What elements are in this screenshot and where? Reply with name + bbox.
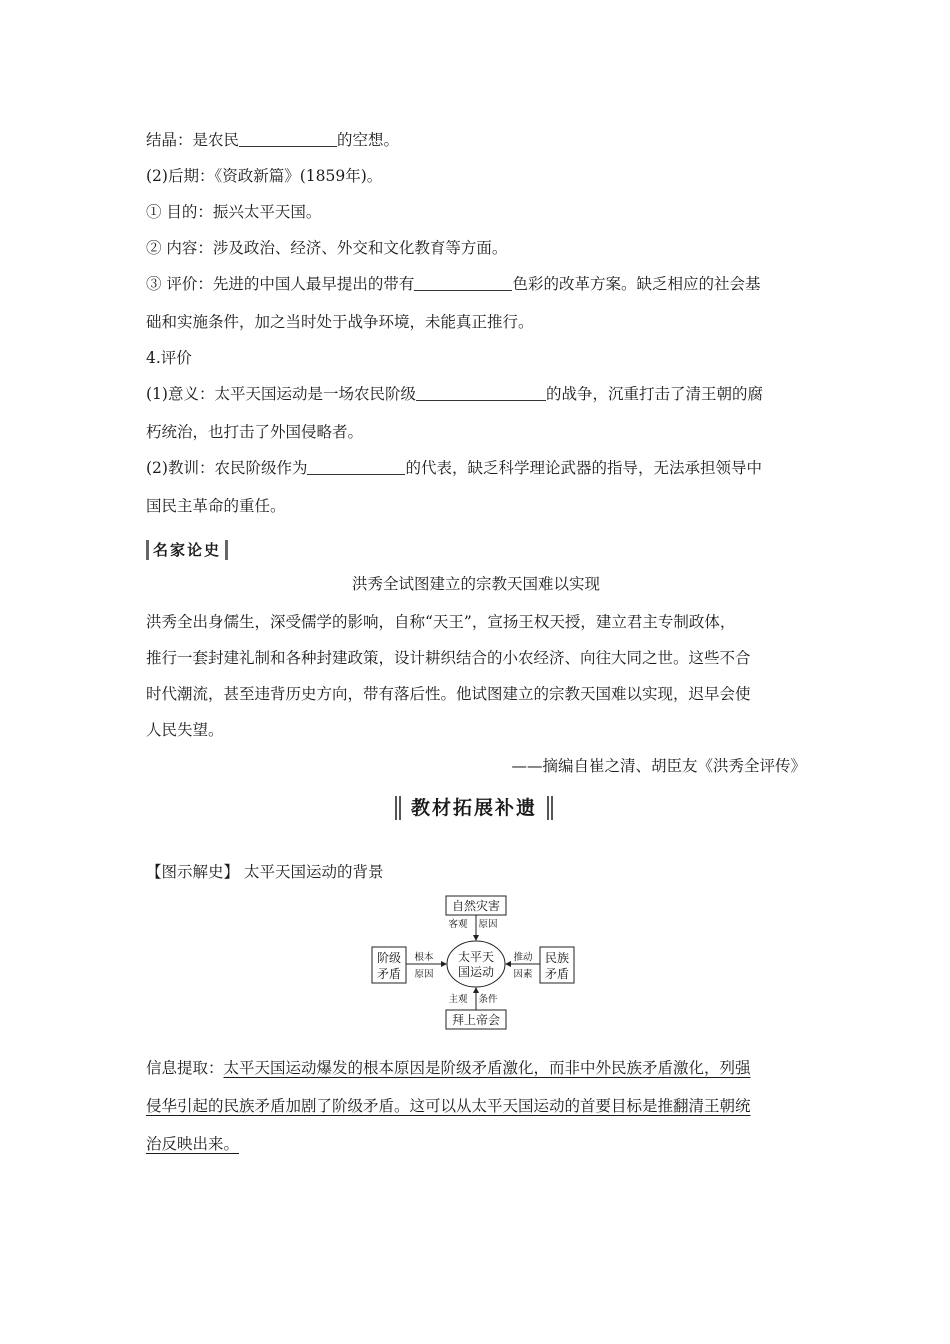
info-line-1: [146, 1056, 751, 1078]
famous-source: ——摘编自崔之清、胡臣友《洪秀全评传》: [511, 757, 806, 775]
top-label-1: 客观: [448, 919, 468, 930]
info-text-1: 太平天国运动爆发的根本原因是阶级矛盾激化，而非中外民族矛盾激化，列强: [223, 1059, 751, 1077]
info-label: 信息提取：: [146, 1059, 224, 1077]
center-text-2: 国运动: [457, 965, 495, 979]
text-line-5: [146, 272, 760, 294]
left-label-2: 原因: [414, 969, 434, 980]
text-line-1: [146, 128, 399, 150]
left-box-text-1: 阶级: [376, 951, 402, 965]
section-title: [397, 793, 551, 823]
right-label-2: 因素: [513, 969, 533, 980]
line8-b: 的战争，沉重打击了清王朝的腐: [545, 385, 763, 403]
famous-paragraph-line-1: 洪秀全出身儒生，深受儒学的影响，自称“天王”，宣扬王权天授，建立君主专制政体，: [146, 613, 736, 631]
diagram-heading-title: 太平天国运动的背景: [243, 863, 384, 881]
bottom-label-1: 主观: [448, 994, 468, 1005]
line5-b: 色彩的改革方案。缺乏相应的社会基: [512, 275, 761, 293]
line10-a: (2)教训：农民阶级作为: [146, 459, 308, 477]
text-line-4: ② 内容：涉及政治、经济、外交和文化教育等方面。: [146, 239, 508, 257]
center-circle: [447, 941, 505, 987]
bottom-label-2: 条件: [478, 994, 498, 1005]
right-label-1: 推动: [513, 952, 533, 963]
text-line-9: 朽统治，也打击了外国侵略者。: [146, 423, 364, 441]
bottom-box-text: 拜上帝会: [451, 1013, 501, 1027]
background-diagram: [366, 890, 586, 1035]
answer-blank-3[interactable]: [416, 385, 546, 402]
left-label-1: 根本: [414, 952, 434, 963]
top-label-2: 原因: [478, 919, 498, 930]
answer-blank-4[interactable]: [307, 459, 405, 476]
answer-blank-1[interactable]: [239, 131, 337, 148]
diagram-heading: [146, 860, 383, 882]
center-text-1: 太平天: [457, 950, 495, 964]
famous-paragraph-line-2: 推行一套封建礼制和各种封建政策，设计耕织结合的小农经济、向往大同之世。这些不合: [146, 649, 751, 667]
line10-b: 的代表，缺乏科学理论武器的指导，无法承担领导中: [405, 459, 762, 477]
text-line-10: [146, 456, 762, 478]
info-line-2: 侵华引起的民族矛盾加剧了阶级矛盾。这可以从太平天国运动的首要目标是推翻清王朝统: [146, 1097, 751, 1115]
top-box-text: 自然灾害: [451, 899, 501, 913]
famous-paragraph-line-3: 时代潮流，甚至违背历史方向，带有落后性。他试图建立的宗教天国难以实现，迟早会使: [146, 685, 751, 703]
text-line-8: [146, 382, 763, 404]
famous-paragraph-line-4: 人民失望。: [146, 721, 224, 739]
famous-title: 洪秀全试图建立的宗教天国难以实现: [351, 575, 600, 593]
info-line-3: 治反映出来。: [146, 1135, 240, 1153]
text-line-3: ① 目的：振兴太平天国。: [146, 203, 322, 221]
line1-b: 的空想。: [337, 131, 400, 149]
famous-historians-tag: 名家论史: [146, 540, 228, 560]
line8-a: (1)意义：太平天国运动是一场农民阶级: [146, 385, 416, 403]
right-box-text-1: 民族: [544, 951, 570, 965]
text-line-2: (2)后期：《资政新篇》(1859年)。: [146, 167, 383, 185]
right-box-text-2: 矛盾: [544, 967, 570, 981]
text-line-11: 国民主革命的重任。: [146, 497, 286, 515]
section-title-text: 教材拓展补遗: [410, 797, 537, 819]
text-line-7: 4.评价: [146, 349, 192, 367]
left-box-text-2: 矛盾: [376, 967, 402, 981]
text-line-6: 础和实施条件，加之当时处于战争环境，未能真正推行。: [146, 313, 534, 331]
diagram-heading-label: 【图示解史】: [146, 863, 240, 881]
line1-a: 结晶：是农民: [146, 131, 240, 149]
line5-a: ③ 评价：先进的中国人最早提出的带有: [146, 275, 415, 293]
answer-blank-2[interactable]: [414, 275, 512, 292]
